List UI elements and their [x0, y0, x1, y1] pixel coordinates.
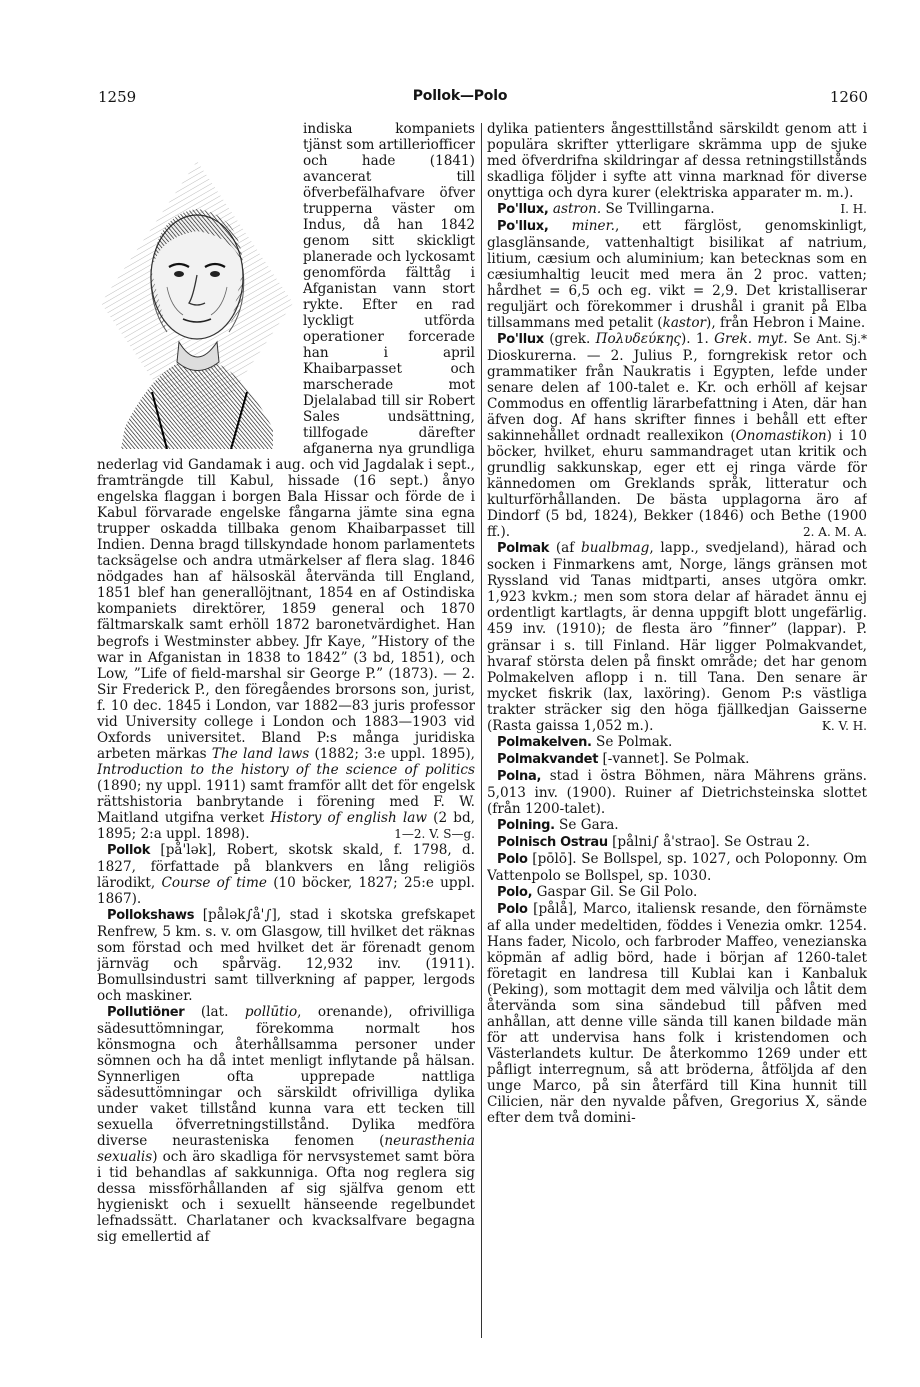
pollux-field: miner.	[571, 218, 615, 235]
entry-pollux-astron	[487, 201, 867, 218]
entry-polo-marco	[487, 901, 867, 1126]
entry-polmak	[487, 540, 867, 733]
pollux-grek-text-2: ). 1.	[680, 331, 715, 348]
headword-pollokshaws: Pollokshaws	[107, 907, 195, 923]
headword-pollok: Pollok	[107, 842, 151, 858]
entry-polmakelven	[487, 734, 867, 751]
polo-marco-text: [pålå], Marco, italiensk resande, den förnämste af alla under medeltiden, föddes i Venezia omkr. 1254. Hans fader, Nicolo, och farbroder Maffeo, venezianska köpmän af adlig börd, hade i början af 1260-talet företagit en landresa till Kublai kan i Kanbaluk (Peking), som mottagit dem med välvilja och låtit dem återvända som sina sändebud till påfven med anhållan, att denne ville sända till kanen bildade män för att undervisa hans folk i kristendomen och Västerlandets kultur. De återkommo 1269 under ett påfligt interregnum, så att bröderna, åtföljda af den unge Marco, på sin återfärd till Kina hunnit till Cilicien, när den nyvalde påfven, Gregorius X, sände efter dem två domini-	[487, 900, 867, 1126]
right-column	[487, 121, 867, 1346]
page-number-right: 1260	[829, 88, 868, 106]
polmak-text: (af	[549, 540, 582, 557]
pollux-grek-text-3: Se Dioskurerna. — 2. Julius P., forngrekisk retor och grammatiker från Naukratis i Egypten, lefde under senare delen af 100-talet e. Kr. och erhöll af kejsar Commodus en offentlig lärarbefattning i Aten, där han äfven dog. Af hans skrifter finnes i behåll ett efter sakinnehållet ordnadt reallexikon (	[487, 331, 867, 445]
headword-polmak: Polmak	[497, 541, 550, 557]
pollock-text-3: (1890; ny uppl. 1911) samt framför allt det för engelsk rättshistoria banbrytande i förening med F. W. Maitland utgifna verket	[97, 777, 475, 826]
portrait-engraving	[97, 157, 297, 453]
pollux-text: Se Tvillingarna.	[601, 201, 715, 218]
polmakelven-text: Se Polmak.	[591, 733, 673, 750]
entry-polning	[487, 817, 867, 834]
pollutioner-text-3: ) och äro skadliga för nervsystemet samt böra i tid behandlas af sakkunniga. Ofta nog reglera sig dessa missförhållanden af sig själfva genom ett hygieniskt och i sexuellt hänseende regelbundet lefnadssätt. Charlataner och kvacksalfvare begagna sig emellertid af	[97, 1149, 475, 1246]
pollock-text-4: (2 bd, 1895; 2:a uppl. 1898).	[97, 809, 475, 842]
pollux-miner-text-2: ), från Hebron i Maine.	[706, 315, 866, 332]
headword-polmakvandet: Polmakvandet	[497, 751, 599, 767]
polnisch-text: [pålni∫ å'strao]. Se Ostrau 2.	[607, 833, 811, 850]
author-signature: Ant. Sj.*	[816, 332, 867, 347]
polmak-etymon: bualbmag	[581, 540, 650, 557]
work-title-introduction: Introduction to the history of the science of politics	[97, 761, 475, 778]
author-signature: 1—2. V. S—g.	[394, 826, 475, 841]
pollux-grek-text-4: ) i 10 böcker, hvilket, ehuru sammandraget utan kritik och grundlig sakkunskap, eger ett ej ringa värde för kännedomen om Greklands språk, litteratur och kulturförhållanden. De bästa upplagorna äro af Dindorf (5 bd, 1824), Bekker (1846) och Bethe (1900 ff.).	[487, 428, 867, 541]
pollux-grek-field: Grek. myt.	[714, 331, 788, 348]
headword-polna: Polna,	[497, 768, 542, 784]
headword-pollux: Po'llux,	[497, 202, 549, 218]
entry-pollutioner	[97, 1004, 475, 1245]
entry-polo-gaspar	[487, 884, 867, 901]
headword-polning: Polning.	[497, 817, 555, 833]
work-title-history: History of english law	[270, 809, 428, 826]
entry-pollok	[97, 842, 475, 907]
headword-pollux: Po'llux,	[497, 219, 549, 235]
polna-text: stad i östra Böhmen, nära Mährens gräns. 5,013 inv. (1900). Ruiner af Dietrichsteinska slottet (från 1200-talet).	[487, 767, 867, 817]
entry-pollux-grek	[487, 331, 867, 540]
continuation-text: dylika patienters ångesttillstånd särskildt genom att i populära skrifter ytterligare skrämma upp de sjuke med öfverdrifna skildringar af dessa retningstillstånds skadliga följder i syfte att vinna marknad för diverse onyttiga och dyra kurer (elektriska apparater m. m.).	[487, 121, 867, 202]
headword-pollux: Po'llux	[497, 332, 544, 348]
entry-polmakvandet	[487, 751, 867, 768]
polmak-text-2: , lapp., svedjeland), härad och socken i Finmarkens amt, Norge, längs gränsen mot Ryssland vid Tanas midtparti, anses utgöra omkr. 1,923 kvkm.; men som stora delar af häradet ännu ej ordentligt kartlagts, är denna uppgift blott ungefärlig. 459 inv. (1910); de flesta äro ”finner” (lappar). P. gränsar i s. till Finland. Här ligger Polmakvandet, hvaraf största delen på finskt område; det har genom Polmakelven aflopp i n. till Tana. Den senare är mycket fiskrik (lax, laxöring). Genom P:s västliga trakter sträcker sig den höga fjällkedjan Gaisserne (Rasta gaissa 1,052 m.).	[487, 540, 867, 734]
pollok-text-2: (10 böcker, 1827; 25:e uppl. 1867).	[97, 874, 475, 907]
pollux-grek-text: (grek.	[543, 331, 596, 348]
column-divider	[481, 123, 482, 1338]
pollux-field: astron.	[552, 201, 602, 218]
page-header	[0, 88, 920, 110]
pollutioner-text-2: , orenande), ofrivilliga sädesuttömningar, förekomma normalt hos könsmogna och återhållsamma personer under sömnen och ha då intet menligt inflytande på hälsan. Synnerligen ofta upprepade nattliga sädesuttömningar och särskildt ofrivilliga dylika under vaket tillstånd kunna vara ett tecken till sexuella öfverretningstillstånd. Dylika medföra diverse neurasteniska fenomen (	[97, 1003, 475, 1149]
headword-polnisch-ostrau: Polnisch Ostrau	[497, 834, 608, 850]
pollutioner-term: neurasthenia sexualis	[97, 1132, 475, 1165]
entry-polo-sport	[487, 851, 867, 884]
headword-polo: Polo,	[497, 884, 533, 900]
pollux-greek-name: Πολυδεύκης	[595, 331, 681, 348]
pollock-text-2: (1882; 3:e uppl. 1895),	[309, 745, 475, 762]
page-number-left: 1259	[98, 88, 137, 106]
polmakvandet-text: [-vannet]. Se Polmak.	[598, 750, 750, 767]
entry-pollock-continuation	[97, 121, 475, 842]
pollok-work-title: Course of time	[161, 874, 267, 891]
headword-polo: Polo	[497, 851, 528, 867]
pollutioner-text: (lat.	[184, 1003, 245, 1020]
polo-sport-text: [pōlō]. Se Bollspel, sp. 1027, och Poloponny. Om Vattenpolo se Bollspel, sp. 1030.	[487, 850, 867, 884]
author-signature: K. V. H.	[821, 718, 867, 733]
author-signature: I. H.	[840, 202, 867, 217]
work-title-land-laws: The land laws	[211, 745, 310, 762]
pollok-text: [på'lək], Robert, skotsk skald, f. 1798, d. 1827, författade på blankvers en lång religiös lärodikt,	[97, 841, 475, 891]
author-signature: 2. A. M. A.	[803, 525, 867, 540]
polo-gaspar-text: Gaspar Gil. Se Gil Polo.	[532, 883, 698, 900]
entry-polna	[487, 768, 867, 817]
pollux-work-title: Onomastikon	[735, 428, 827, 445]
pollock-text: indiska kompaniets tjänst som artilleriofficer och hade (1841) avancerat till öfverbefälhafvare öfver trupperna väster om Indus, då han 1842 genom sitt skickligt planerade och lyckosamt genomförda fälttåg i Afganistan vann stort rykte. Efter en rad lyckligt utförda operationer forcerade han i april Khaibarpasset och marscherade mot Djelalabad till sir Robert Sales undsättning, tillfogade därefter afganerna nya grundliga nederlag vid Gandamak i aug. och vid Jagdalak i sept., framträngde till Kabul, hissade (16 sept.) ånyo engelska flaggan i borgen Bala Hissar och förde de i Kabul förvarade engelske fångarna jämte sina egna trupper oskadda tillbaka genom Khaibarpasset till Indien. Denna bragd tillskyndade honom parlamentets tacksägelse och andra utmärkelser af flera slag. 1846 nödgades han af hälsoskäl återvända till England, 1851 blef han generallöjtnant, 1854 en af Ostindiska kompaniets direktörer, 1859 general och 1870 fältmarskalk samt erhöll 1872 baronetvärdighet. Han begrofs i Westminster abbey. Jfr Kaye, ”History of the war in Afganistan in 1838 to 1842” (3 bd, 1851), och Low, ”Life of field-marshal sir George P.” (1873). — 2. Sir Frederick P., den föregåendes brorsons son, jurist, f. 10 dec. 1845 i London, var 1882—83 juris professor vid University college i London och 1883—1903 vid Oxfords universitet. Bland P:s många juridiska arbeten märkas	[97, 121, 475, 762]
pollutioner-latin: pollūtio	[244, 1003, 298, 1020]
headword-polmakelven: Polmakelven.	[497, 734, 592, 750]
polning-text: Se Gara.	[554, 816, 619, 833]
pollux-miner-term: kastor	[662, 315, 707, 332]
left-column	[97, 121, 475, 1346]
headword-polo: Polo	[497, 901, 528, 917]
entry-polnisch-ostrau	[487, 834, 867, 851]
headword-pollutioner: Pollutiöner	[107, 1004, 185, 1020]
running-head: Pollok—Polo	[412, 88, 508, 104]
portrait-icon	[97, 157, 297, 449]
pollux-miner-text: , ett färglöst, genomskinligt, glasglänsande, vattenhaltigt bisilikat af natrium, litium, cæsium och aluminium; kan betecknas som en cæsiumhaltig leucit med mera än 2 proc. vatten; hårdhet = 6,5 och eg. vikt = 2,9. Det kristalliserar reguljärt och förekommer i drushål i granit på Elba tillsammans med petalit (	[487, 218, 867, 332]
entry-pollokshaws	[97, 907, 475, 1004]
pollokshaws-text: [pålək∫å'∫], stad i skotska grefskapet Renfrew, 5 km. s. v. om Glasgow, till hvilket det räknas som förstad och med hvilket det är förenadt genom järnväg och spårväg. 12,932 inv. (1911). Bomullsindustri samt tillverkning af papper, lergods och maskiner.	[97, 906, 475, 1004]
